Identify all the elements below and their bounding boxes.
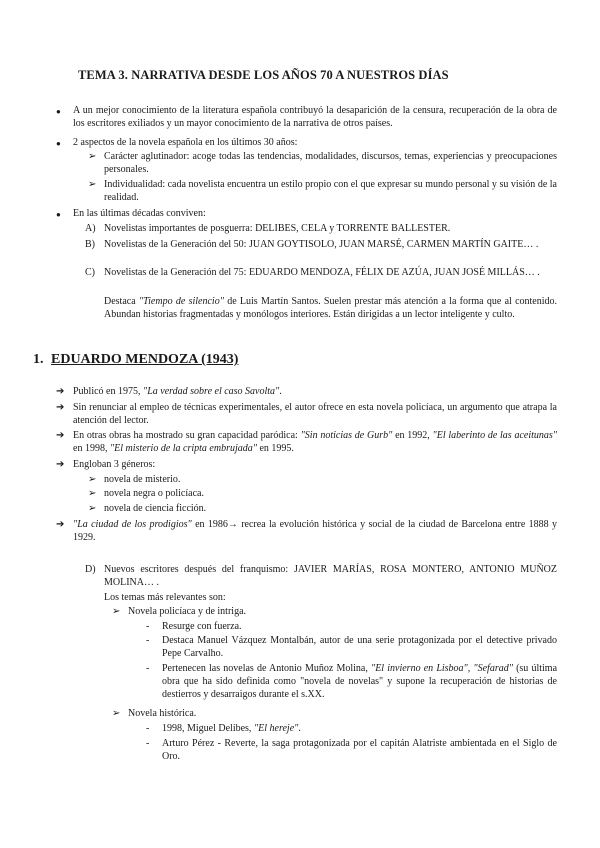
sub-arrow-marker: ➢ [88,488,97,499]
arrow-marker: ➔ [56,430,65,441]
arrow-marker: ➔ [56,386,65,397]
genre-misterio: novela de misterio. [104,474,181,485]
policiaca-munoz-molina: Pertenecen las novelas de Antonio Muñoz Molina, "El invierno en Lisboa", "Sefarad" (su última obra que ha sido definida como "novela de novelas" y supone la recuperación de historias de destierros y desarraigos durante el s.XX. [162,663,558,700]
mendoza-item-parodia: En otras obras ha mostrado su gran capacidad paródica: "Sin noticias de Gurb" en 1992, "El laberinto de las aceitunas" en 1998, "El misterio de la cripta embrujada" en 1995. [73,430,557,454]
bullet-marker: ● [56,210,61,219]
aspect-aglutinador: Carácter aglutinador: acoge todas las tendencias, modalidades, discursos, temas, experiencias y preocupaciones personales. [104,151,557,175]
list-item-c: Novelistas de la Generación del 75: EDUARDO MENDOZA, FÉLIX DE AZÚA, JUAN JOSÉ MILLÁS… . [104,267,540,278]
arrow-marker: ➔ [56,459,65,470]
intro-bullet-conviven: En las últimas décadas conviven: [73,208,206,219]
dash-marker: - [146,738,150,749]
temas-intro: Los temas más relevantes son: [104,592,226,603]
list-item-c-detail: Destaca "Tiempo de silencio" de Luis Martín Santos. Suelen prestar más atención a la forma que al contenido. Abundan historias fragmentadas y monólogos interiores. Están dirigidas a un lector inteligente y culto. [104,296,557,320]
arrow-marker: ➔ [56,519,65,530]
mendoza-item-generos: Engloban 3 géneros: [73,459,156,470]
sub-arrow-marker: ➢ [112,708,121,719]
intro-bullet-censura: A un mejor conocimiento de la literatura española contribuyó la desaparición de la censura, recuperación de la obra de los escritores exiliados y un mayor conocimiento de la narrativa de otros países. [73,105,557,129]
genre-negra: novela negra o policíaca. [104,488,204,499]
arrow-marker: ➔ [56,402,65,413]
dash-marker: - [146,621,150,632]
dash-marker: - [146,723,150,734]
list-label-d: D) [85,564,96,575]
historica-perez-reverte: Arturo Pérez - Reverte, la saga protagonizada por el capitán Alatriste ambientada en el Siglo de Oro. [162,738,557,762]
historica-delibes: 1998, Miguel Delibes, "El hereje". [162,723,301,734]
tema-policiaca: Novela policíaca y de intriga. [128,606,247,617]
policiaca-resurge: Resurge con fuerza. [162,621,242,632]
section-heading: 1. EDUARDO MENDOZA (1943) [33,352,239,367]
policiaca-montalban: Destaca Manuel Vázquez Montalbán, autor de una serie protagonizada por el detective privado Pepe Carvalho. [162,635,557,659]
sub-arrow-marker: ➢ [88,151,97,162]
sub-arrow-marker: ➢ [88,503,97,514]
tema-historica: Novela histórica. [128,708,197,719]
sub-arrow-marker: ➢ [112,606,121,617]
mendoza-item-savolta: Publicó en 1975, "La verdad sobre el caso Savolta". [73,386,282,397]
list-label-b: B) [85,239,95,250]
aspect-individualidad: Individualidad: cada novelista encuentra un estilo propio con el que expresar su mundo personal y su visión de la realidad. [104,179,557,203]
list-item-b: Novelistas de la Generación del 50: JUAN GOYTISOLO, JUAN MARSÉ, CARMEN MARTÍN GAITE… . [104,239,539,250]
list-label-a: A) [85,223,96,234]
list-item-a: Novelistas importantes de posguerra: DELIBES, CELA y TORRENTE BALLESTER. [104,223,451,234]
list-label-c: C) [85,267,95,278]
intro-bullet-aspectos: 2 aspectos de la novela española en los últimos 30 años: [73,137,298,148]
list-item-d: Nuevos escritores después del franquismo: JAVIER MARÍAS, ROSA MONTERO, ANTONIO MUÑOZ MOLINA… . [104,564,557,588]
sub-arrow-marker: ➢ [88,474,97,485]
sub-arrow-marker: ➢ [88,179,97,190]
dash-marker: - [146,663,150,674]
page-title: TEMA 3. NARRATIVA DESDE LOS AÑOS 70 A NUESTROS DÍAS [78,68,449,82]
bullet-marker: ● [56,107,61,116]
genre-ciencia-ficcion: novela de ciencia ficción. [104,503,207,514]
dash-marker: - [146,635,150,646]
mendoza-item-prodigios: "La ciudad de los prodigios" en 1986→ recrea la evolución histórica y social de la ciudad de Barcelona entre 1888 y 1929. [73,519,557,543]
bullet-marker: ● [56,139,61,148]
mendoza-item-tecnicas: Sin renunciar al empleo de técnicas experimentales, el autor ofrece en esta novela policíaca, un argumento que atrapa la atención del lector. [73,402,557,426]
